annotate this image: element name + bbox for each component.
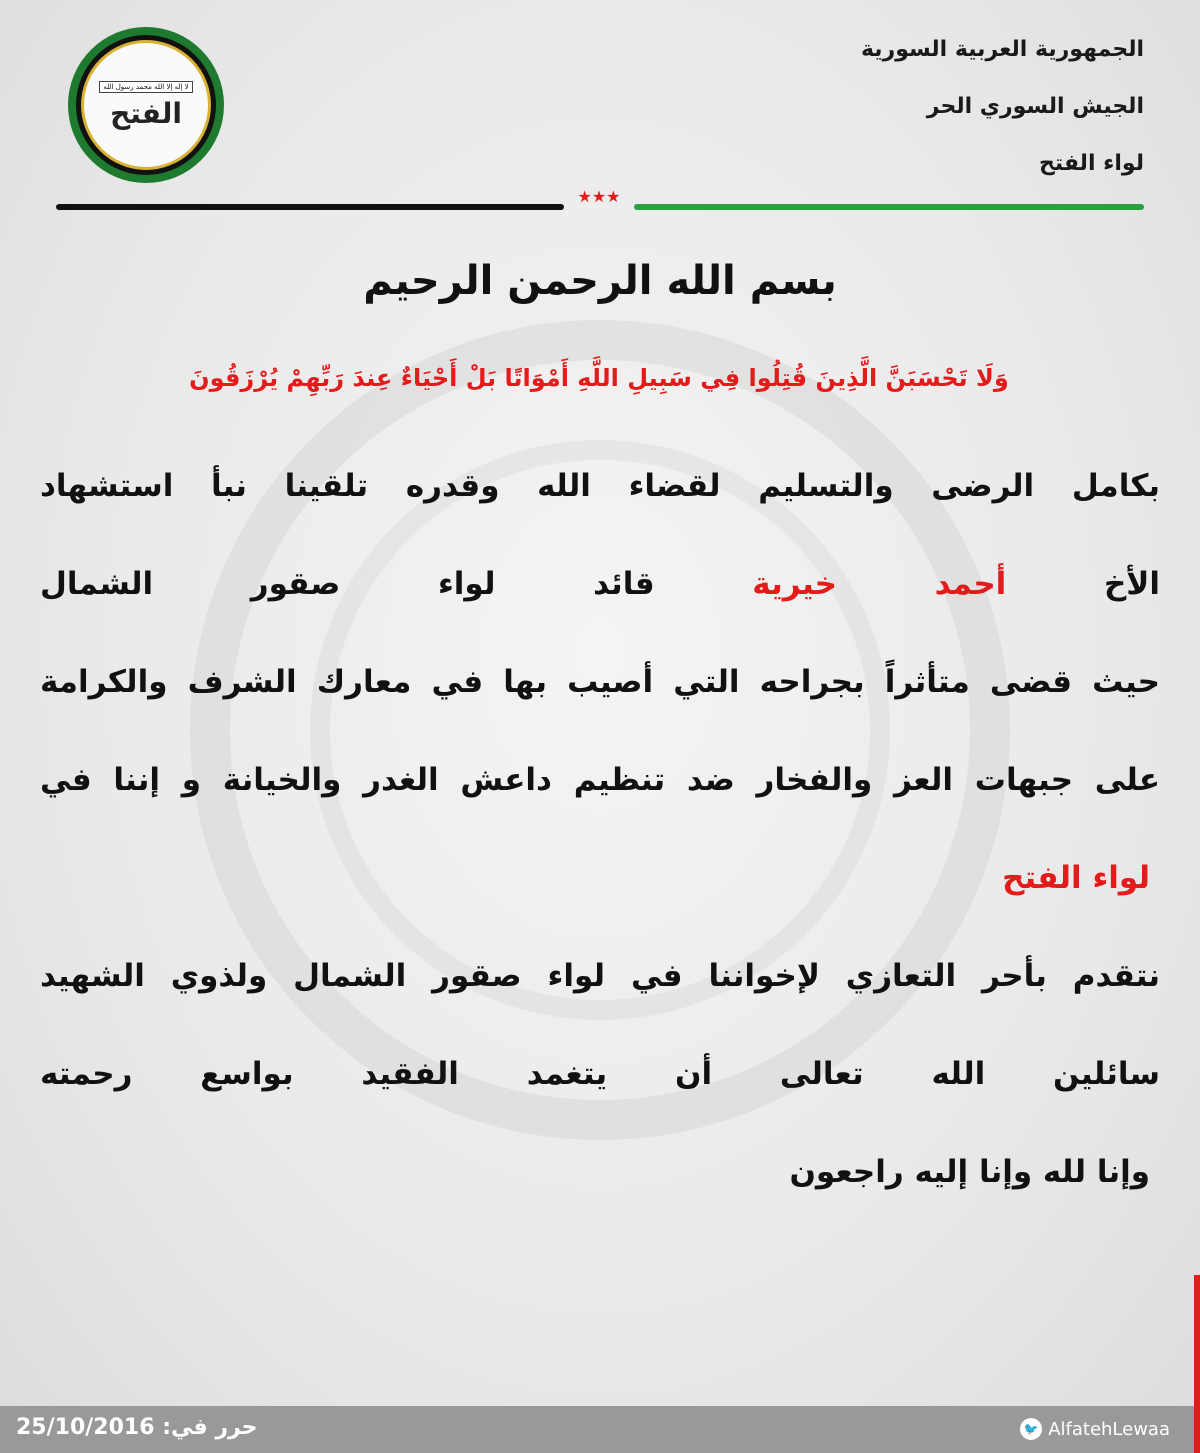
quran-verse: وَلَا تَحْسَبَنَّ الَّذِينَ قُتِلُوا فِي سَبِيلِ اللَّهِ أَمْوَاتًا بَلْ أَحْيَاءٌ عِندَ رَبِّهِمْ يُرْزَقُونَ: [189, 364, 1009, 392]
red-accent-bar: [1194, 1275, 1200, 1453]
body-line: بكامل الرضى والتسليم لقضاء الله وقدره تلقينا نبأ استشهاد: [40, 468, 1160, 504]
brother-label: الأخ: [1103, 566, 1161, 602]
twitter-handle[interactable]: [1020, 1418, 1170, 1440]
body-line: نتقدم بأحر التعازي لإخواننا في لواء صقور الشمال ولذوي الشهيد: [40, 958, 1160, 994]
statement-body: [40, 462, 1160, 1246]
body-line: حيث قضى متأثراً بجراحه التي أصيب بها في معارك الشرف والكرامة: [40, 664, 1160, 700]
army-name: الجيش السوري الحر: [926, 94, 1144, 119]
body-line: على جبهات العز والفخار ضد تنظيم داعش الغدر والخيانة و إننا في: [40, 762, 1160, 798]
twitter-name: AlfatehLewaa: [1048, 1418, 1170, 1440]
basmala: بسم الله الرحمن الرحيم: [363, 258, 837, 304]
body-line: وإنا لله وإنا إليه راجعون: [789, 1154, 1150, 1190]
stars-icon: ★★★: [577, 187, 621, 206]
flag-divider: [56, 187, 1144, 211]
body-line: سائلين الله تعالى أن يتغمد الفقيد بواسع رحمته: [40, 1056, 1160, 1092]
footer: [0, 1406, 1194, 1453]
date-value: 25/10/2016: [16, 1415, 155, 1440]
brigade-logo: [68, 27, 224, 183]
issue-date: [16, 1415, 258, 1440]
martyr-name: أحمد خيرية: [752, 566, 1007, 602]
brigade-line: لواء الفتح: [1002, 860, 1150, 896]
body-line: [40, 560, 1160, 658]
letterhead: [861, 30, 1144, 201]
divider-black: [56, 204, 564, 210]
martyr-title: قائد لواء صقور الشمال: [40, 566, 655, 602]
logo-name: الفتح: [110, 96, 182, 130]
twitter-icon: 🐦: [1020, 1418, 1042, 1440]
logo-banner: لا إله إلا الله محمد رسول الله: [99, 81, 192, 93]
divider-green: [634, 204, 1144, 210]
brigade-name: لواء الفتح: [1039, 151, 1144, 176]
date-label: حرر في:: [162, 1415, 258, 1440]
country-name: الجمهورية العربية السورية: [860, 37, 1144, 62]
